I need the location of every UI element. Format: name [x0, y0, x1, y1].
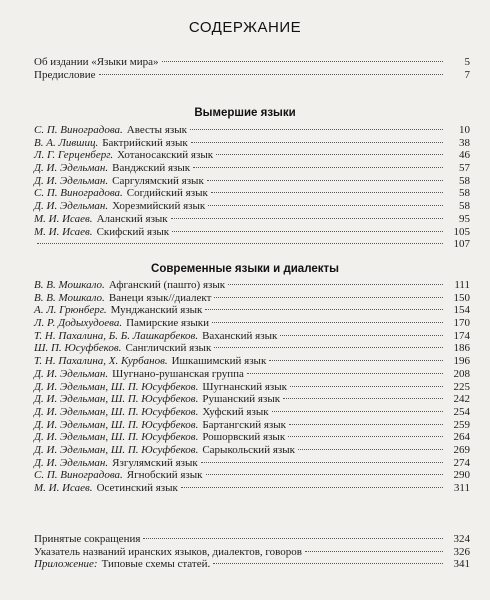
dot-leader [193, 167, 443, 168]
extinct-language-entry [34, 124, 470, 137]
entry-page-number: 264 [453, 431, 470, 444]
entry-title: Шугнано-рушанская группа [112, 367, 244, 380]
modern-language-entry [34, 355, 470, 368]
dot-leader [305, 551, 443, 552]
entry-title: Саргулямский язык [112, 174, 204, 187]
dot-leader [181, 487, 443, 488]
entry-author: Д. И. Эдельман, Ш. П. Юсуфбеков. [34, 393, 199, 406]
extinct-language-entry [34, 200, 470, 213]
dot-leader [172, 231, 443, 232]
dot-leader [207, 180, 443, 181]
entry-author: С. П. Виноградова. [34, 124, 123, 136]
front-matter-entry [34, 56, 470, 69]
entry-title: Ягнобский язык [126, 469, 203, 482]
entry-title: Бартангский язык [202, 418, 286, 431]
entry-author: Д. И. Эдельман. [34, 456, 109, 469]
dot-leader [289, 424, 443, 425]
entry-author: Д. И. Эдельман, Ш. П. Юсуфбеков. [34, 431, 199, 444]
entry-title: Согдийский язык [126, 187, 208, 200]
entry-author: В. В. Мошкало. [34, 279, 105, 291]
entry-author: Д. И. Эдельман. [34, 162, 109, 175]
dot-leader [190, 129, 443, 130]
extinct-language-entry [34, 137, 470, 150]
entry-title: Рошорвский язык [202, 431, 286, 444]
dot-leader [206, 474, 444, 475]
dot-leader [247, 373, 443, 374]
entry-title: Об издании «Языки мира» [34, 56, 159, 68]
entry-title: Памирские языки [126, 317, 210, 330]
entry-page-number: 225 [453, 380, 470, 393]
modern-language-entry [34, 431, 470, 444]
entry-title: Ванджский язык [112, 162, 191, 175]
dot-leader [214, 347, 443, 348]
entry-page-number: 5 [464, 56, 470, 68]
entry-title: Афганский (пашто) язык [108, 279, 226, 291]
entry-page-number: 208 [453, 367, 470, 380]
entry-title: Рушанский язык [202, 393, 281, 406]
back-matter-entry [34, 558, 470, 571]
modern-language-entry [34, 406, 470, 419]
entry-title: Скифский язык [96, 225, 170, 238]
dot-leader [298, 449, 443, 450]
entry-page-number: 186 [453, 342, 470, 355]
entry-author: Д. И. Эдельман, Ш. П. Юсуфбеков. [34, 405, 199, 418]
entry-page-number: 170 [453, 317, 470, 330]
entry-title: Шугнанский язык [202, 380, 287, 393]
entry-page-number: 150 [453, 291, 470, 304]
entry-page-number: 111 [454, 279, 470, 291]
dot-leader [211, 192, 443, 193]
entry-author: Т. Н. Пахалина, Х. Курбанов. [34, 355, 168, 368]
entry-page-number: 105 [453, 225, 470, 238]
extinct-language-entry [34, 149, 470, 162]
entry-page-number: 311 [453, 482, 470, 494]
entry-author: Т. Н. Пахалина, Б. Б. Лашкарбеков. [34, 329, 199, 342]
modern-language-entry [34, 482, 470, 495]
entry-page-number: 58 [459, 187, 470, 200]
dot-leader [143, 538, 443, 539]
dot-leader [205, 309, 443, 310]
entry-author: Д. И. Эдельман. [34, 200, 109, 213]
dot-leader [201, 462, 443, 463]
dot-leader [162, 61, 444, 62]
entry-page-number: 7 [464, 68, 470, 81]
modern-language-entry [34, 393, 470, 406]
entry-author: Д. И. Эдельман. [34, 174, 109, 187]
modern-language-entry [34, 279, 470, 292]
entry-title: Авесты язык [126, 124, 187, 136]
entry-author: В. А. Лившиц. [34, 136, 99, 149]
entry-page-number: 259 [453, 418, 470, 431]
extinct-language-entry [34, 162, 470, 175]
entry-title: Ванеци язык//диалект [108, 291, 212, 304]
dot-leader [171, 218, 443, 219]
entry-author: С. П. Виноградова. [34, 469, 123, 482]
entry-title: Хотаносакский язык [117, 149, 214, 162]
entry-author: Л. Р. Додыхудоева. [34, 317, 123, 330]
entry-page-number: 57 [459, 162, 470, 175]
entry-page-number: 196 [453, 355, 470, 368]
entry-title: Сангличский язык [125, 342, 212, 355]
modern-language-entry [34, 419, 470, 432]
entry-author: Д. И. Эдельман, Ш. П. Юсуфбеков. [34, 380, 199, 393]
dot-leader [288, 436, 443, 437]
entry-title: Типовые схемы статей. [101, 558, 211, 571]
section-heading-extinct: Вымершие языки [194, 107, 296, 119]
back-matter-entry [34, 533, 470, 546]
dot-leader [99, 74, 444, 75]
entry-author: Л. Г. Герценберг. [34, 149, 114, 162]
entry-page-number: 254 [453, 405, 470, 418]
entry-title: Осетинский язык [96, 482, 178, 494]
entry-page-number: 341 [453, 558, 470, 571]
modern-language-entry [34, 330, 470, 343]
dot-leader [37, 243, 443, 244]
dot-leader [269, 360, 443, 361]
entry-title: Указатель названий иранских языков, диалектов, говоров [34, 545, 302, 558]
entry-title: Хорезмийский язык [112, 200, 206, 213]
dot-leader [216, 154, 443, 155]
back-matter-list [34, 533, 470, 571]
modern-language-entry [34, 457, 470, 470]
entry-page-number: 10 [459, 124, 470, 136]
entry-author: Д. И. Эдельман, Ш. П. Юсуфбеков. [34, 443, 199, 456]
entry-page-number: 242 [453, 393, 470, 406]
entry-title: Бактрийский язык [102, 136, 188, 149]
entry-author: М. И. Исаев. [34, 225, 93, 238]
extinct-language-entry [34, 213, 470, 226]
entry-title: Мунджанский язык [110, 304, 203, 317]
entry-page-number: 58 [459, 200, 470, 213]
entry-author: В. В. Мошкало. [34, 291, 105, 304]
entry-title: Ишкашимский язык [171, 355, 267, 368]
entry-author: А. Л. Грюнберг. [34, 304, 107, 317]
modern-language-entry [34, 444, 470, 457]
entry-page-number: 324 [453, 533, 470, 545]
entry-title: Принятые сокращения [34, 533, 141, 545]
dot-leader [272, 411, 443, 412]
entry-author: Д. И. Эдельман. [34, 367, 109, 380]
entry-author: М. И. Исаев. [34, 482, 93, 494]
back-matter-entry [34, 546, 470, 559]
entry-page-number: 58 [459, 174, 470, 187]
modern-language-entry [34, 368, 470, 381]
extinct-language-entry [34, 226, 470, 239]
dot-leader [290, 386, 443, 387]
front-matter-list [34, 56, 470, 81]
entry-page-number: 269 [453, 443, 470, 456]
modern-language-entry [34, 342, 470, 355]
entry-author: М. И. Исаев. [34, 212, 93, 225]
modern-language-entry [34, 304, 470, 317]
dot-leader [283, 398, 443, 399]
dot-leader [214, 297, 443, 298]
section-heading-modern: Современные языки и диалекты [151, 263, 339, 275]
front-matter-entry [34, 69, 470, 82]
entry-page-number: 154 [453, 304, 470, 317]
dot-leader [228, 284, 443, 285]
modern-languages-list [34, 279, 470, 495]
modern-language-entry [34, 317, 470, 330]
dot-leader [280, 335, 443, 336]
entry-title: Предисловие [34, 68, 96, 81]
entry-page-number: 107 [453, 238, 470, 251]
entry-author: Ш. П. Юсуфбеков. [34, 342, 122, 355]
dot-leader [213, 563, 443, 564]
entry-page-number: 174 [453, 329, 470, 342]
entry-title: Сарыкольский язык [202, 443, 295, 456]
entry-title: Хуфский язык [202, 405, 269, 418]
modern-language-entry [34, 381, 470, 394]
entry-page-number: 38 [459, 136, 470, 149]
entry-title: Аланский язык [96, 212, 168, 225]
extinct-language-entry [34, 175, 470, 188]
page-title: СОДЕРЖАНИЕ [188, 19, 302, 36]
entry-title: Ваханский язык [202, 329, 278, 342]
entry-author: Приложение: [34, 558, 98, 571]
modern-language-entry [34, 469, 470, 482]
entry-page-number: 46 [459, 149, 470, 162]
entry-page-number: 274 [453, 456, 470, 469]
entry-page-number: 290 [453, 469, 470, 482]
entry-title: Язгулямский язык [112, 456, 198, 469]
dot-leader [208, 205, 443, 206]
dot-leader [212, 322, 443, 323]
entry-author: С. П. Виноградова. [34, 187, 123, 200]
dot-leader [191, 142, 443, 143]
entry-author: Д. И. Эдельман, Ш. П. Юсуфбеков. [34, 418, 199, 431]
entry-page-number: 326 [453, 545, 470, 558]
extinct-languages-list [34, 124, 470, 251]
extinct-language-entry [34, 187, 470, 200]
entry-page-number: 95 [459, 212, 470, 225]
modern-language-entry [34, 292, 470, 305]
extinct-language-entry [34, 238, 470, 251]
